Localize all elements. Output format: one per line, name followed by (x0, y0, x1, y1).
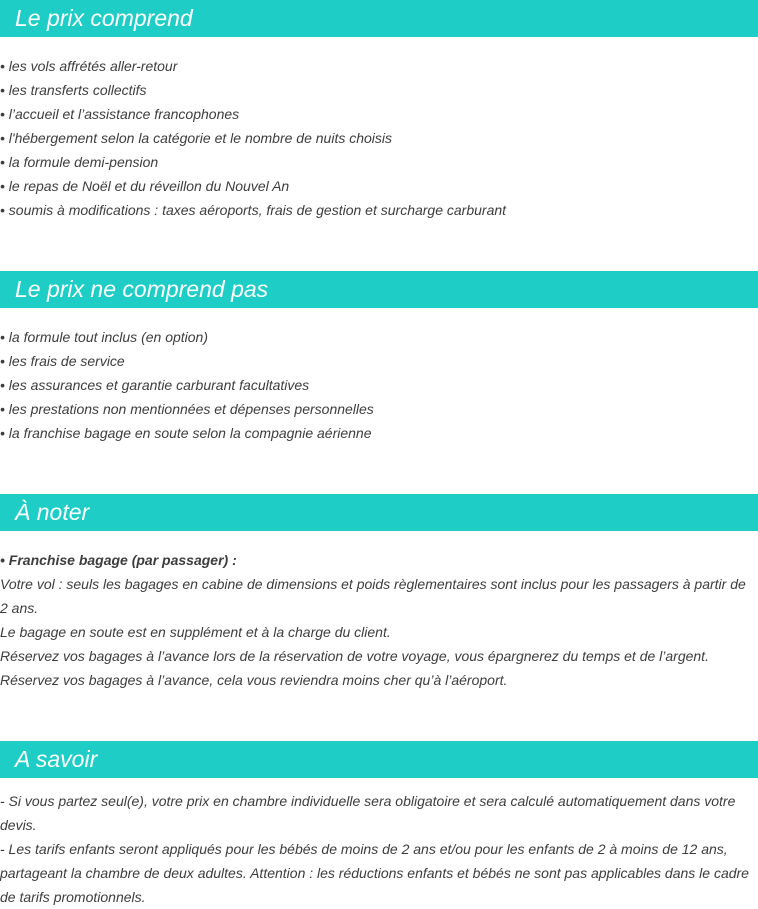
paragraph: - Les tarifs enfants seront appliqués pour les bébés de moins de 2 ans et/ou pour les enfants de 2 à moins de 12 ans, partageant la chambre de deux adultes. Attention : les réductions enfants et bébés ne sont pas applicables dans le cadre de tarifs promotionnels. (0, 841, 749, 905)
section-title: Le prix comprend (15, 5, 193, 31)
good-to-know-content (0, 789, 756, 909)
paragraph: Votre vol : seuls les bagages en cabine de dimensions et poids règlementaires sont inclus pour les passagers à partir de 2 ans. (0, 576, 746, 616)
section-header-price-excludes (0, 271, 758, 308)
section-title: Le prix ne comprend pas (15, 276, 269, 302)
list-item: • soumis à modifications : taxes aéroports, frais de gestion et surcharge carburant (0, 202, 507, 218)
list-item: • les frais de service (0, 353, 125, 369)
paragraph: Réservez vos bagages à l’avance, cela vous reviendra moins cher qu’à l’aéroport. (0, 672, 508, 688)
list-item: • la formule demi-pension (0, 154, 159, 170)
baggage-allowance-heading: • Franchise bagage (par passager) : (0, 552, 237, 568)
list-item: • l’accueil et l’assistance francophones (0, 106, 240, 122)
paragraph: - Si vous partez seul(e), votre prix en chambre individuelle sera obligatoire et sera calculé automatiquement dans votre devis. (0, 793, 736, 833)
price-excludes-list (0, 325, 756, 445)
section-header-good-to-know (0, 741, 758, 778)
paragraph: Le bagage en soute est en supplément et à la charge du client. (0, 624, 391, 640)
price-includes-list (0, 54, 756, 222)
list-item: • les vols affrétés aller-retour (0, 58, 178, 74)
to-note-content (0, 548, 756, 692)
list-item: • l'hébergement selon la catégorie et le nombre de nuits choisis (0, 130, 393, 146)
list-item: • les transferts collectifs (0, 82, 147, 98)
section-header-price-includes (0, 0, 758, 37)
list-item: • les prestations non mentionnées et dépenses personnelles (0, 401, 374, 417)
section-header-to-note (0, 494, 758, 531)
paragraph: Réservez vos bagages à l’avance lors de la réservation de votre voyage, vous épargnerez du temps et de l’argent. (0, 648, 709, 664)
list-item: • la formule tout inclus (en option) (0, 329, 209, 345)
section-title: A savoir (15, 746, 98, 772)
section-title: À noter (15, 499, 90, 525)
list-item: • le repas de Noël et du réveillon du Nouvel An (0, 178, 290, 194)
list-item: • les assurances et garantie carburant facultatives (0, 377, 310, 393)
list-item: • la franchise bagage en soute selon la compagnie aérienne (0, 425, 372, 441)
